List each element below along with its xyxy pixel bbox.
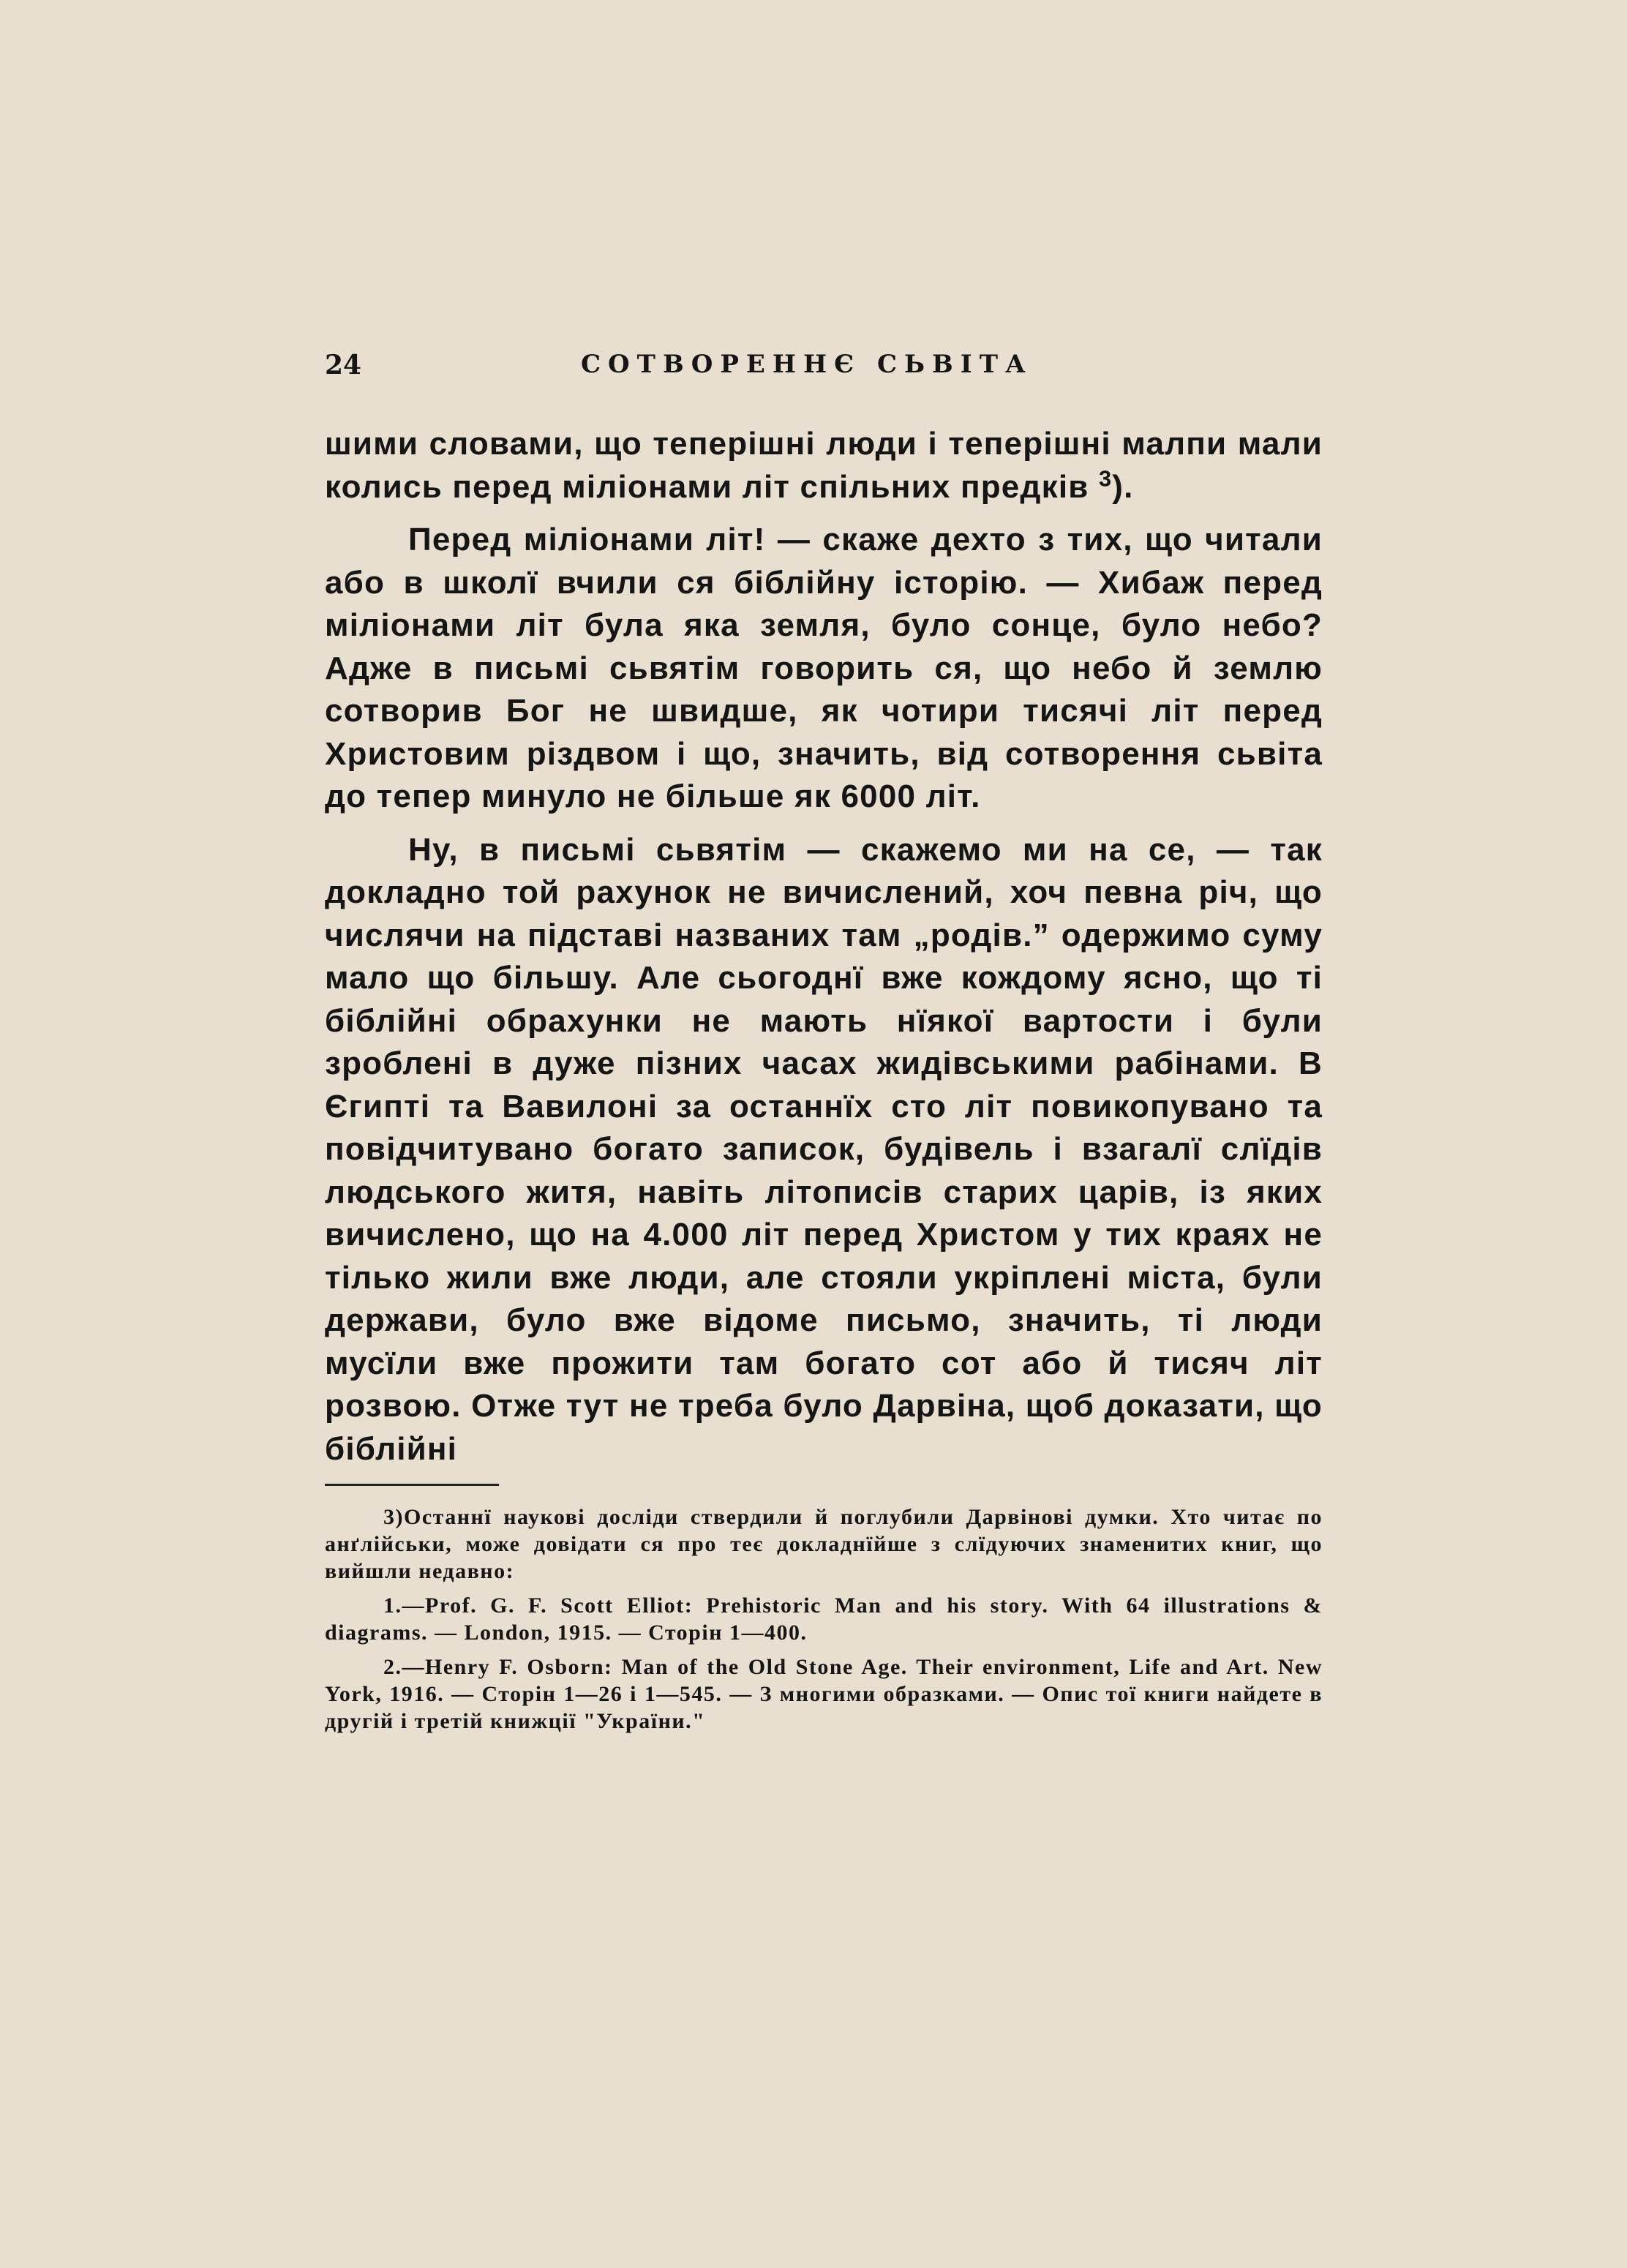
footnote-ref: 3: [1098, 465, 1113, 491]
paragraph-1-tail: ).: [1112, 468, 1134, 505]
running-head: [325, 342, 1323, 386]
footnotes: [325, 1503, 1323, 1735]
paragraph-2: Перед міліонами літ! — скаже дехто з тих, що читали або в школї вчили ся біблійну історію. — Хибаж перед міліонами літ була яка земля, було сонце, було небо? Адже в письмі сьвятім говорить ся, що небо й землю сотворив Бог не швидше, як чотири тисячі літ перед Христовим різдвом і що, значить, від сотворення сьвіта до тепер минуло не більше як 6000 літ.: [325, 522, 1323, 814]
footnote-3-item-2: 2.—Henry F. Osborn: Man of the Old Stone Age. Their environment, Life and Art. New York, 1916. — Сторін 1—26 і 1—545. — З многими образками. — Опис тої книги найдете в другій і третій книжції "України.": [325, 1655, 1323, 1733]
paragraph-3: Ну, в письмі сьвятім — скажемо ми на се, — так докладно той рахунок не вичислений, хоч певна річ, що числячи на підставі названих там „родів.” одержимо суму мало що більшу. Але сьогоднї вже кождому ясно, що ті біблійні обрахунки не мають нїякої вартости і були зроблені в дуже пізних часах жидівськими рабінами. В Єгипті та Вавилоні за останнїх сто літ повикопувано та повідчитувано богато записок, будівель і взагалї слїдів людського житя, навіть літописів старих царів, із яких вичислено, що на 4.000 літ перед Христом у тих краях не тілько жили вже люди, але стояли укріплені міста, були держави, було вже відоме письмо, значить, ті люди мусїли вже прожити там богато сот або й тисяч літ розвою. Отже тут не треба було Дарвіна, щоб доказати, що біблійні: [325, 831, 1323, 1467]
footnote-divider: [325, 1484, 499, 1486]
footnote-3-item-1: 1.—Prof. G. F. Scott Elliot: Prehistoric Man and his story. With 64 illustrations & diagrams. — London, 1915. — Сторін 1—400.: [325, 1593, 1323, 1645]
paragraph-1: [325, 423, 1323, 508]
book-page: [325, 342, 1323, 1742]
paragraph-1-text: шими словами, що теперішні люди і теперішні малпи мали колись перед міліонами літ спільних предків: [325, 426, 1323, 505]
page-number: 24: [325, 350, 362, 380]
footnote-3: 3)Останнї наукові досліди ствердили й поглубили Дарвінові думки. Хто читає по анґлійськи, може довідати ся про теє докладнїйше з слїдуючих знаменитих книг, що вийшли недавно:: [325, 1505, 1323, 1583]
body-text: [325, 423, 1323, 1471]
chapter-title: СОТВОРЕННЄ СЬВІТА: [581, 350, 1033, 379]
